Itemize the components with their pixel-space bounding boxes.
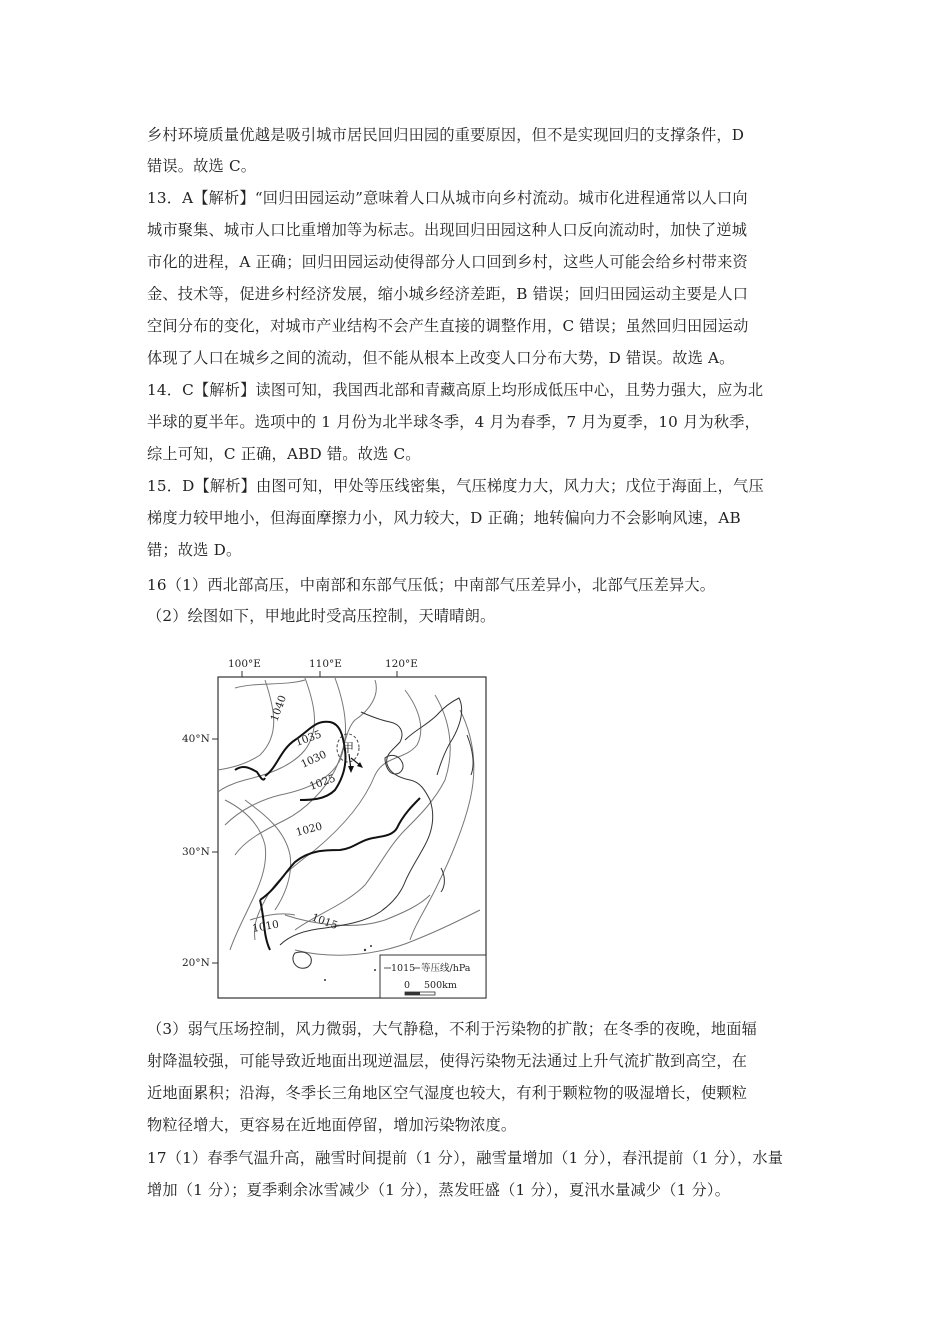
isobar-label: 1035 [293,728,324,749]
text-line: 半球的夏半年。选项中的 1 月份为北半球冬季，4 月为春季，7 月为夏季，10 月为秋季， [147,413,761,431]
isobar-label: 1040 [268,693,289,724]
lon-label: 100°E [228,658,261,670]
map-frame [218,677,486,998]
text-line: 金、技术等，促进乡村经济发展，缩小城乡经济差距，B 错误；回归田园运动主要是人口 [147,285,749,303]
island-dot [324,979,326,981]
legend-box [380,955,486,998]
text-line: 乡村环境质量优越是吸引城市居民回归田园的重要原因，但不是实现回归的支撑条件，D [147,126,745,144]
text-line: 空间分布的变化，对城市产业结构不会产生直接的调整作用，C 错误；虽然回归田园运动 [147,317,749,335]
island-dot [374,969,376,971]
text-line: 城市聚集、城市人口比重增加等为标志。出现回归田园这种人口反向流动时，加快了逆城 [147,221,748,239]
isobar-label: 1015 [309,911,340,932]
text-line: 综上可知，C 正确，ABD 错。故选 C。 [147,445,421,463]
isobar-line [235,680,305,688]
isobar-map [182,650,505,1005]
island-dot [364,949,366,951]
isobar-label: 1020 [294,820,324,839]
text-line: 错误。故选 C。 [147,157,257,175]
text-line: （3）弱气压场控制，风力微弱，大气静稳，不利于污染物的扩散；在冬季的夜晚，地面辐 [147,1020,757,1038]
country-boundary [235,767,265,780]
lat-label: 30°N [182,846,210,858]
isobar-line [285,895,430,925]
isobar-line [218,680,274,770]
text-line: 体现了人口在城乡之间的流动，但不能从根本上改变人口分布大势，D 错误。故选 A。 [147,349,735,367]
text-line: 16（1）西北部高压，中南部和东部气压低；中南部气压差异小，北部气压差异大。 [147,576,716,594]
coastline [405,698,462,775]
lon-label: 110°E [309,658,342,670]
text-line: 13．A【解析】“回归田园运动”意味着人口从城市向乡村流动。城市化进程通常以人口向 [147,189,748,207]
island-dot [370,945,372,947]
lon-label: 120°E [385,658,418,670]
scale-bar-fill [405,992,420,995]
text-line: 梯度力较甲地小，但海面摩擦力小，风力较大，D 正确；地转偏向力不会影响风速，AB [147,509,741,527]
text-line: 增加（1 分）；夏季剩余冰雪减少（1 分），蒸发旺盛（1 分），夏汛水量减少（1 分）。 [147,1181,731,1199]
text-line: 射降温较强，可能导致近地面出现逆温层，使得污染物无法通过上升气流扩散到高空，在 [147,1052,748,1070]
scale-zero: 0 [404,980,411,991]
legend-line-label: 1015 [391,963,416,974]
arrow-head [348,766,354,773]
legend-text: 等压线/hPa [421,963,471,974]
coastline [293,952,311,968]
text-line: 14．C【解析】读图可知，我国西北部和青藏高原上均形成低压中心，且势力强大，应为北 [147,381,764,399]
isobar-label: 1025 [307,772,338,793]
isobar-label: 1030 [299,748,329,771]
text-line: 近地面累积；沿海，冬季长三角地区空气湿度也较大，有利于颗粒物的吸湿增长，使颗粒 [147,1084,748,1102]
isobar-label: 1010 [251,918,280,935]
coastline [467,735,473,775]
scale-dist: 500km [424,980,457,991]
text-line: 17（1）春季气温升高，融雪时间提前（1 分），融雪量增加（1 分），春汛提前（1 分），水量 [147,1149,784,1167]
text-line: 物粒径增大，更容易在近地面停留，增加污染物浓度。 [147,1116,517,1134]
country-boundary [260,798,420,900]
lat-label: 40°N [182,733,210,745]
text-line: 15．D【解析】由图可知，甲处等压线密集，气压梯度力大，风力大；戊位于海面上，气压 [147,477,764,495]
lat-label: 20°N [182,957,210,969]
text-line: 错；故选 D。 [147,541,242,559]
point-label: 甲 [342,741,355,755]
text-line: （2）绘图如下，甲地此时受高压控制，天晴晴朗。 [147,607,496,625]
text-line: 市化的进程，A 正确；回归田园运动使得部分人口回到乡村，这些人可能会给乡村带来资 [147,253,748,271]
isobar-line [410,710,474,940]
